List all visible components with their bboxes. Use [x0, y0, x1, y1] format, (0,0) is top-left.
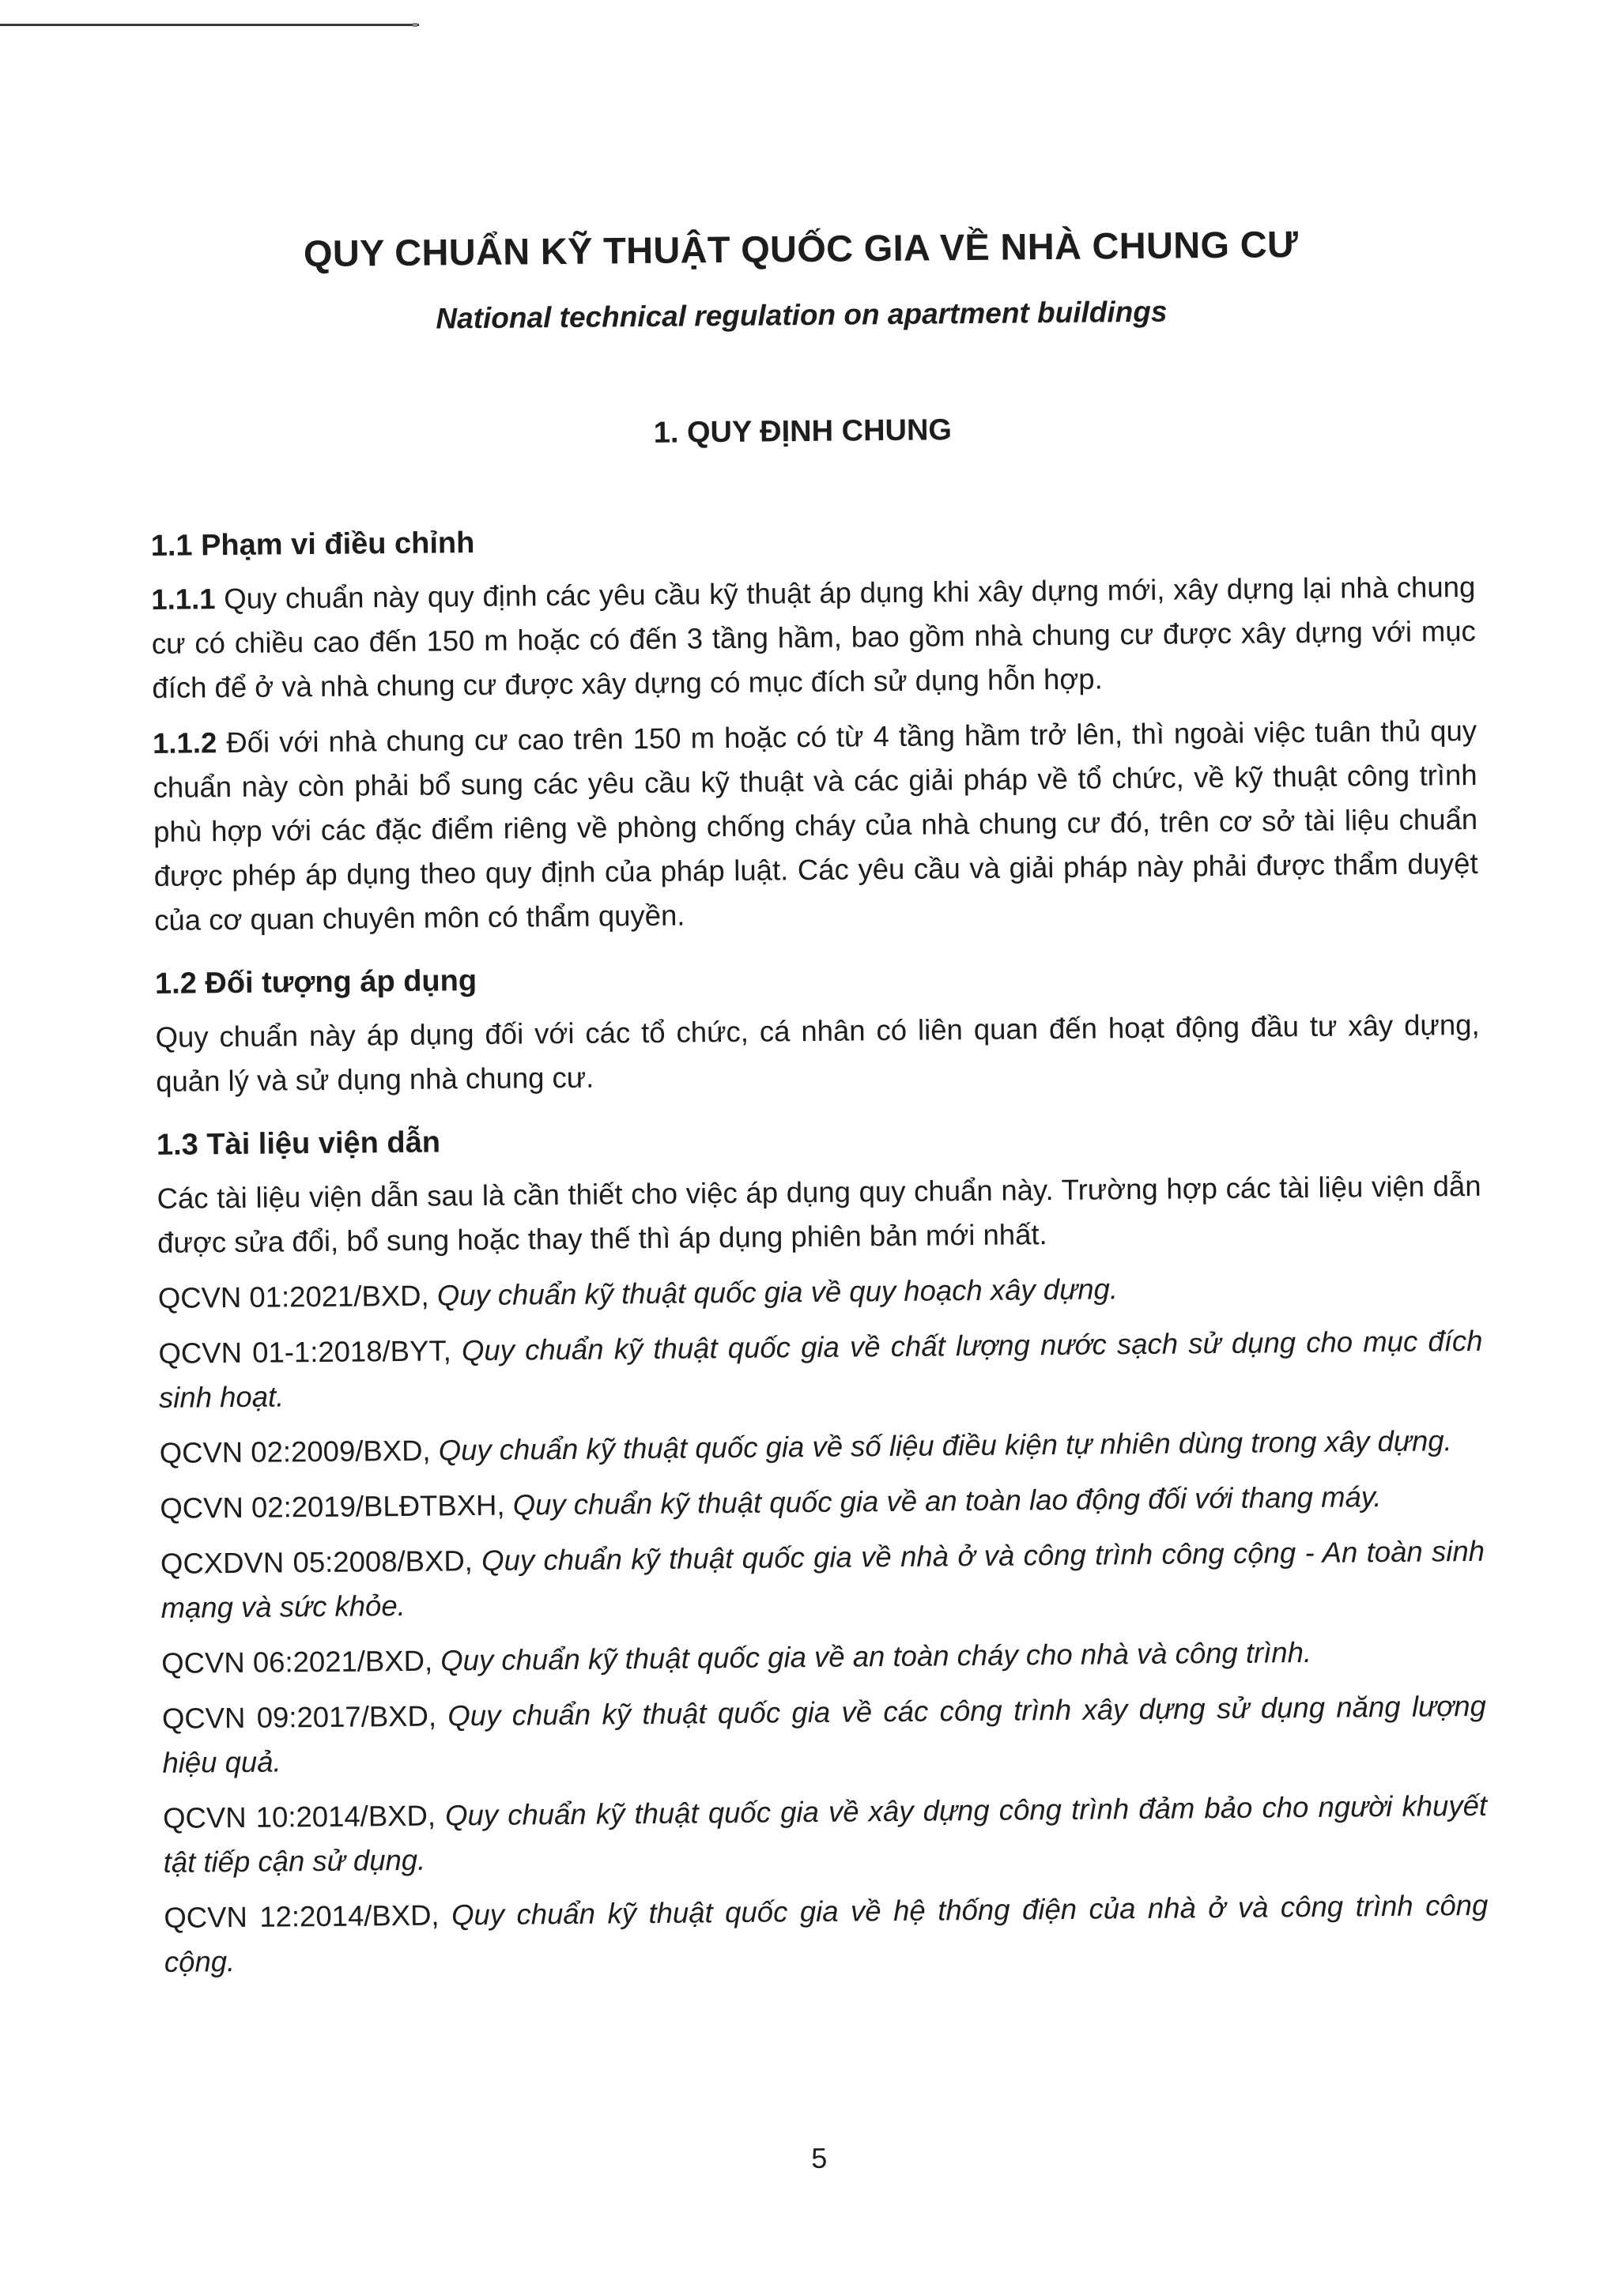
reference-item — [160, 1474, 1484, 1531]
paragraph-1-1-1 — [151, 565, 1477, 711]
section-1-title: 1. QUY ĐỊNH CHUNG — [653, 413, 953, 450]
clause-text: Đối với nhà chung cư cao trên 150 m hoặc có từ 4 tầng hầm trở lên, thì ngoài việc tuân thủ quy chuẩn này còn phải bổ sung các yêu cầu kỹ thuật và các giải pháp về tổ chức, về kỹ thuật công trình phù hợp với các đặc điểm riêng về phòng chống cháy của nhà chung cư đó, trên cơ sở tài liệu chuẩn được phép áp dụng theo quy định của pháp luật. Các yêu cầu và giải pháp này phải được thẩm duyệt của cơ quan chuyên môn có thẩm quyền. — [153, 714, 1478, 937]
document-subtitle: National technical regulation on apartment buildings — [436, 295, 1168, 335]
reference-item — [158, 1319, 1483, 1420]
reference-code: QCVN 01-1:2018/BYT, — [158, 1334, 451, 1370]
heading-1-3: 1.3 Tài liệu viện dẫn — [156, 1125, 441, 1162]
reference-code: QCVN 09:2017/BXD, — [161, 1699, 437, 1735]
reference-item — [160, 1529, 1485, 1631]
paragraph-1-2: Quy chuẩn này áp dụng đối với các tổ chức, cá nhân có liên quan đến hoạt động đầu tư xây dựng, quản lý và sử dụng nhà chung cư. — [155, 1008, 1480, 1098]
reference-title: Quy chuẩn kỹ thuật quốc gia về hệ thống điện của nhà ở và công trình công cộng. — [164, 1888, 1489, 1978]
reference-item — [162, 1684, 1487, 1785]
reference-item — [163, 1784, 1488, 1885]
reference-title: Quy chuẩn kỹ thuật quốc gia về số liệu điều kiện tự nhiên dùng trong xây dựng. — [438, 1424, 1452, 1467]
page-number: 5 — [811, 2141, 828, 2175]
paragraph-1-3-intro: Các tài liệu viện dẫn sau là cần thiết cho việc áp dụng quy chuẩn này. Trường hợp các tài liệu viện dẫn được sửa đổi, bổ sung hoặc thay thế thì áp dụng phiên bản mới nhất. — [157, 1169, 1481, 1259]
reference-item — [161, 1629, 1485, 1686]
reference-code: QCVN 02:2019/BLĐTBXH, — [160, 1488, 505, 1525]
reference-title: Quy chuẩn kỹ thuật quốc gia về an toàn lao động đối với thang máy. — [512, 1480, 1382, 1521]
reference-title: Quy chuẩn kỹ thuật quốc gia về nhà ở và công trình công cộng - An toàn sinh mạng và sức khỏe. — [160, 1534, 1485, 1624]
reference-title: Quy chuẩn kỹ thuật quốc gia về chất lượng nước sạch sử dụng cho mục đích sinh hoạt. — [158, 1324, 1483, 1414]
reference-title: Quy chuẩn kỹ thuật quốc gia về các công trình xây dựng sử dụng năng lượng hiệu quả. — [162, 1689, 1487, 1779]
reference-code: QCVN 10:2014/BXD, — [162, 1799, 436, 1834]
reference-list — [158, 1264, 1489, 1985]
reference-code: QCVN 02:2009/BXD, — [159, 1434, 431, 1469]
reference-item — [164, 1883, 1489, 1985]
heading-1-1: 1.1 Phạm vi điều chỉnh — [150, 526, 475, 563]
reference-title: Quy chuẩn kỹ thuật quốc gia về an toàn cháy cho nhà và công trình. — [440, 1635, 1312, 1677]
paragraph-1-1-2 — [153, 709, 1479, 943]
reference-code: QCVN 12:2014/BXD, — [164, 1898, 440, 1934]
reference-title: Quy chuẩn kỹ thuật quốc gia về xây dựng công trình đảm bảo cho người khuyết tật tiếp cận sử dụng. — [163, 1789, 1488, 1879]
heading-1-2: 1.2 Đối tượng áp dụng — [154, 964, 477, 1001]
reference-code: QCXDVN 05:2008/BXD, — [160, 1544, 474, 1580]
reference-item — [159, 1419, 1483, 1476]
clause-text: Quy chuẩn này quy định các yêu cầu kỹ thuật áp dụng khi xây dựng mới, xây dựng lại nhà chung cư có chiều cao đến 150 m hoặc có đến 3 tầng hầm, bao gồm nhà chung cư được xây dựng với mục đích để ở và nhà chung cư được xây dựng có mục đích sử dụng hỗn hợp. — [151, 570, 1477, 704]
clause-number: 1.1.2 — [152, 726, 217, 760]
reference-code: QCVN 06:2021/BXD, — [161, 1644, 433, 1680]
clause-number: 1.1.1 — [151, 582, 216, 616]
reference-code: QCVN 01:2021/BXD, — [157, 1279, 429, 1314]
document-title: QUY CHUẨN KỸ THUẬT QUỐC GIA VỀ NHÀ CHUNG CƯ — [303, 223, 1299, 275]
document-body — [150, 511, 1489, 1996]
reference-item — [158, 1264, 1482, 1321]
reference-title: Quy chuẩn kỹ thuật quốc gia về quy hoạch xây dựng. — [436, 1272, 1119, 1312]
